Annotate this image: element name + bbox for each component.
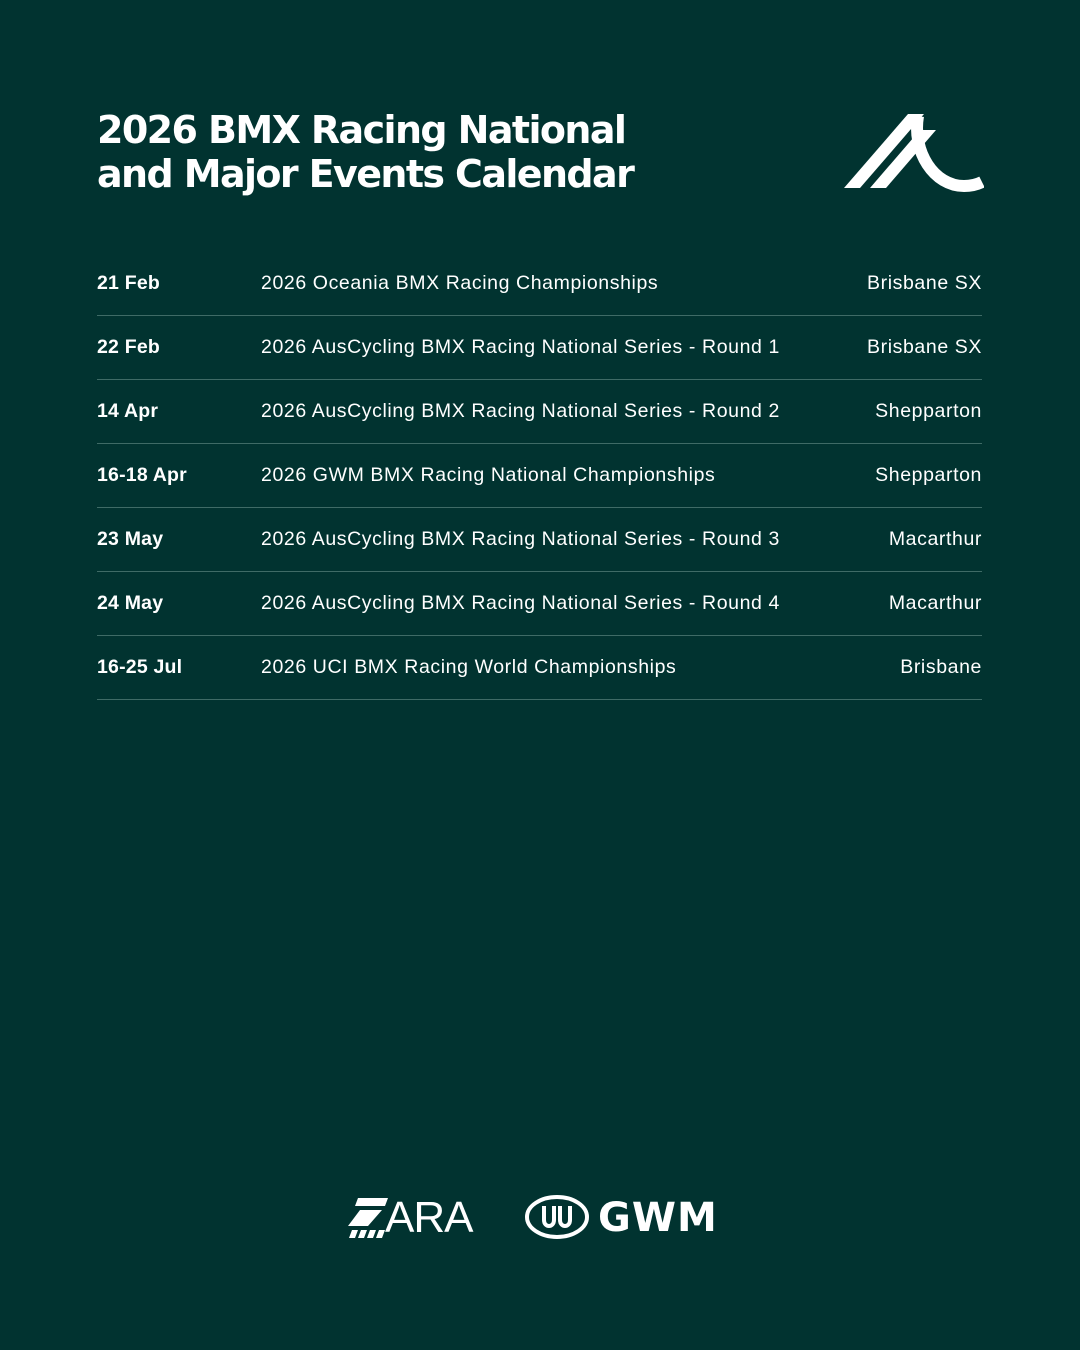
event-venue: Shepparton [875, 464, 982, 486]
table-row [97, 316, 982, 380]
event-name: 2026 UCI BMX Racing World Championships [261, 656, 677, 678]
table-row [97, 444, 982, 508]
event-venue: Brisbane [900, 656, 982, 678]
sponsor-logos [340, 1190, 740, 1246]
event-date: 23 May [97, 528, 164, 550]
events-table [97, 252, 982, 700]
event-name: 2026 AusCycling BMX Racing National Series - Round 4 [261, 592, 780, 614]
table-row [97, 508, 982, 572]
event-name: 2026 AusCycling BMX Racing National Series - Round 3 [261, 528, 780, 550]
event-name: 2026 AusCycling BMX Racing National Series - Round 1 [261, 336, 780, 358]
event-name: 2026 AusCycling BMX Racing National Series - Round 2 [261, 400, 780, 422]
event-date: 16-18 Apr [97, 464, 187, 486]
table-row [97, 572, 982, 636]
table-row [97, 636, 982, 700]
event-venue: Brisbane SX [867, 272, 982, 294]
event-name: 2026 Oceania BMX Racing Championships [261, 272, 659, 294]
event-date: 24 May [97, 592, 164, 614]
event-venue: Macarthur [888, 528, 982, 550]
table-row [97, 380, 982, 444]
title-line-1: 2026 BMX Racing National [97, 108, 626, 152]
event-date: 21 Feb [97, 272, 160, 294]
event-date: 16-25 Jul [97, 656, 183, 678]
event-venue: Brisbane SX [867, 336, 982, 358]
ara-logo-text: ARA [385, 1193, 473, 1242]
title-line-2: and Major Events Calendar [97, 152, 634, 196]
event-date: 22 Feb [97, 336, 160, 358]
gwm-logo-text: GWM [598, 1195, 718, 1241]
gwm-emblem-icon [524, 1194, 590, 1240]
auscycling-logo-icon [842, 112, 984, 192]
event-venue: Macarthur [888, 592, 982, 614]
page-title [97, 108, 777, 196]
event-date: 14 Apr [97, 400, 159, 422]
table-row [97, 252, 982, 316]
event-name: 2026 GWM BMX Racing National Championships [261, 464, 716, 486]
event-venue: Shepparton [875, 400, 982, 422]
